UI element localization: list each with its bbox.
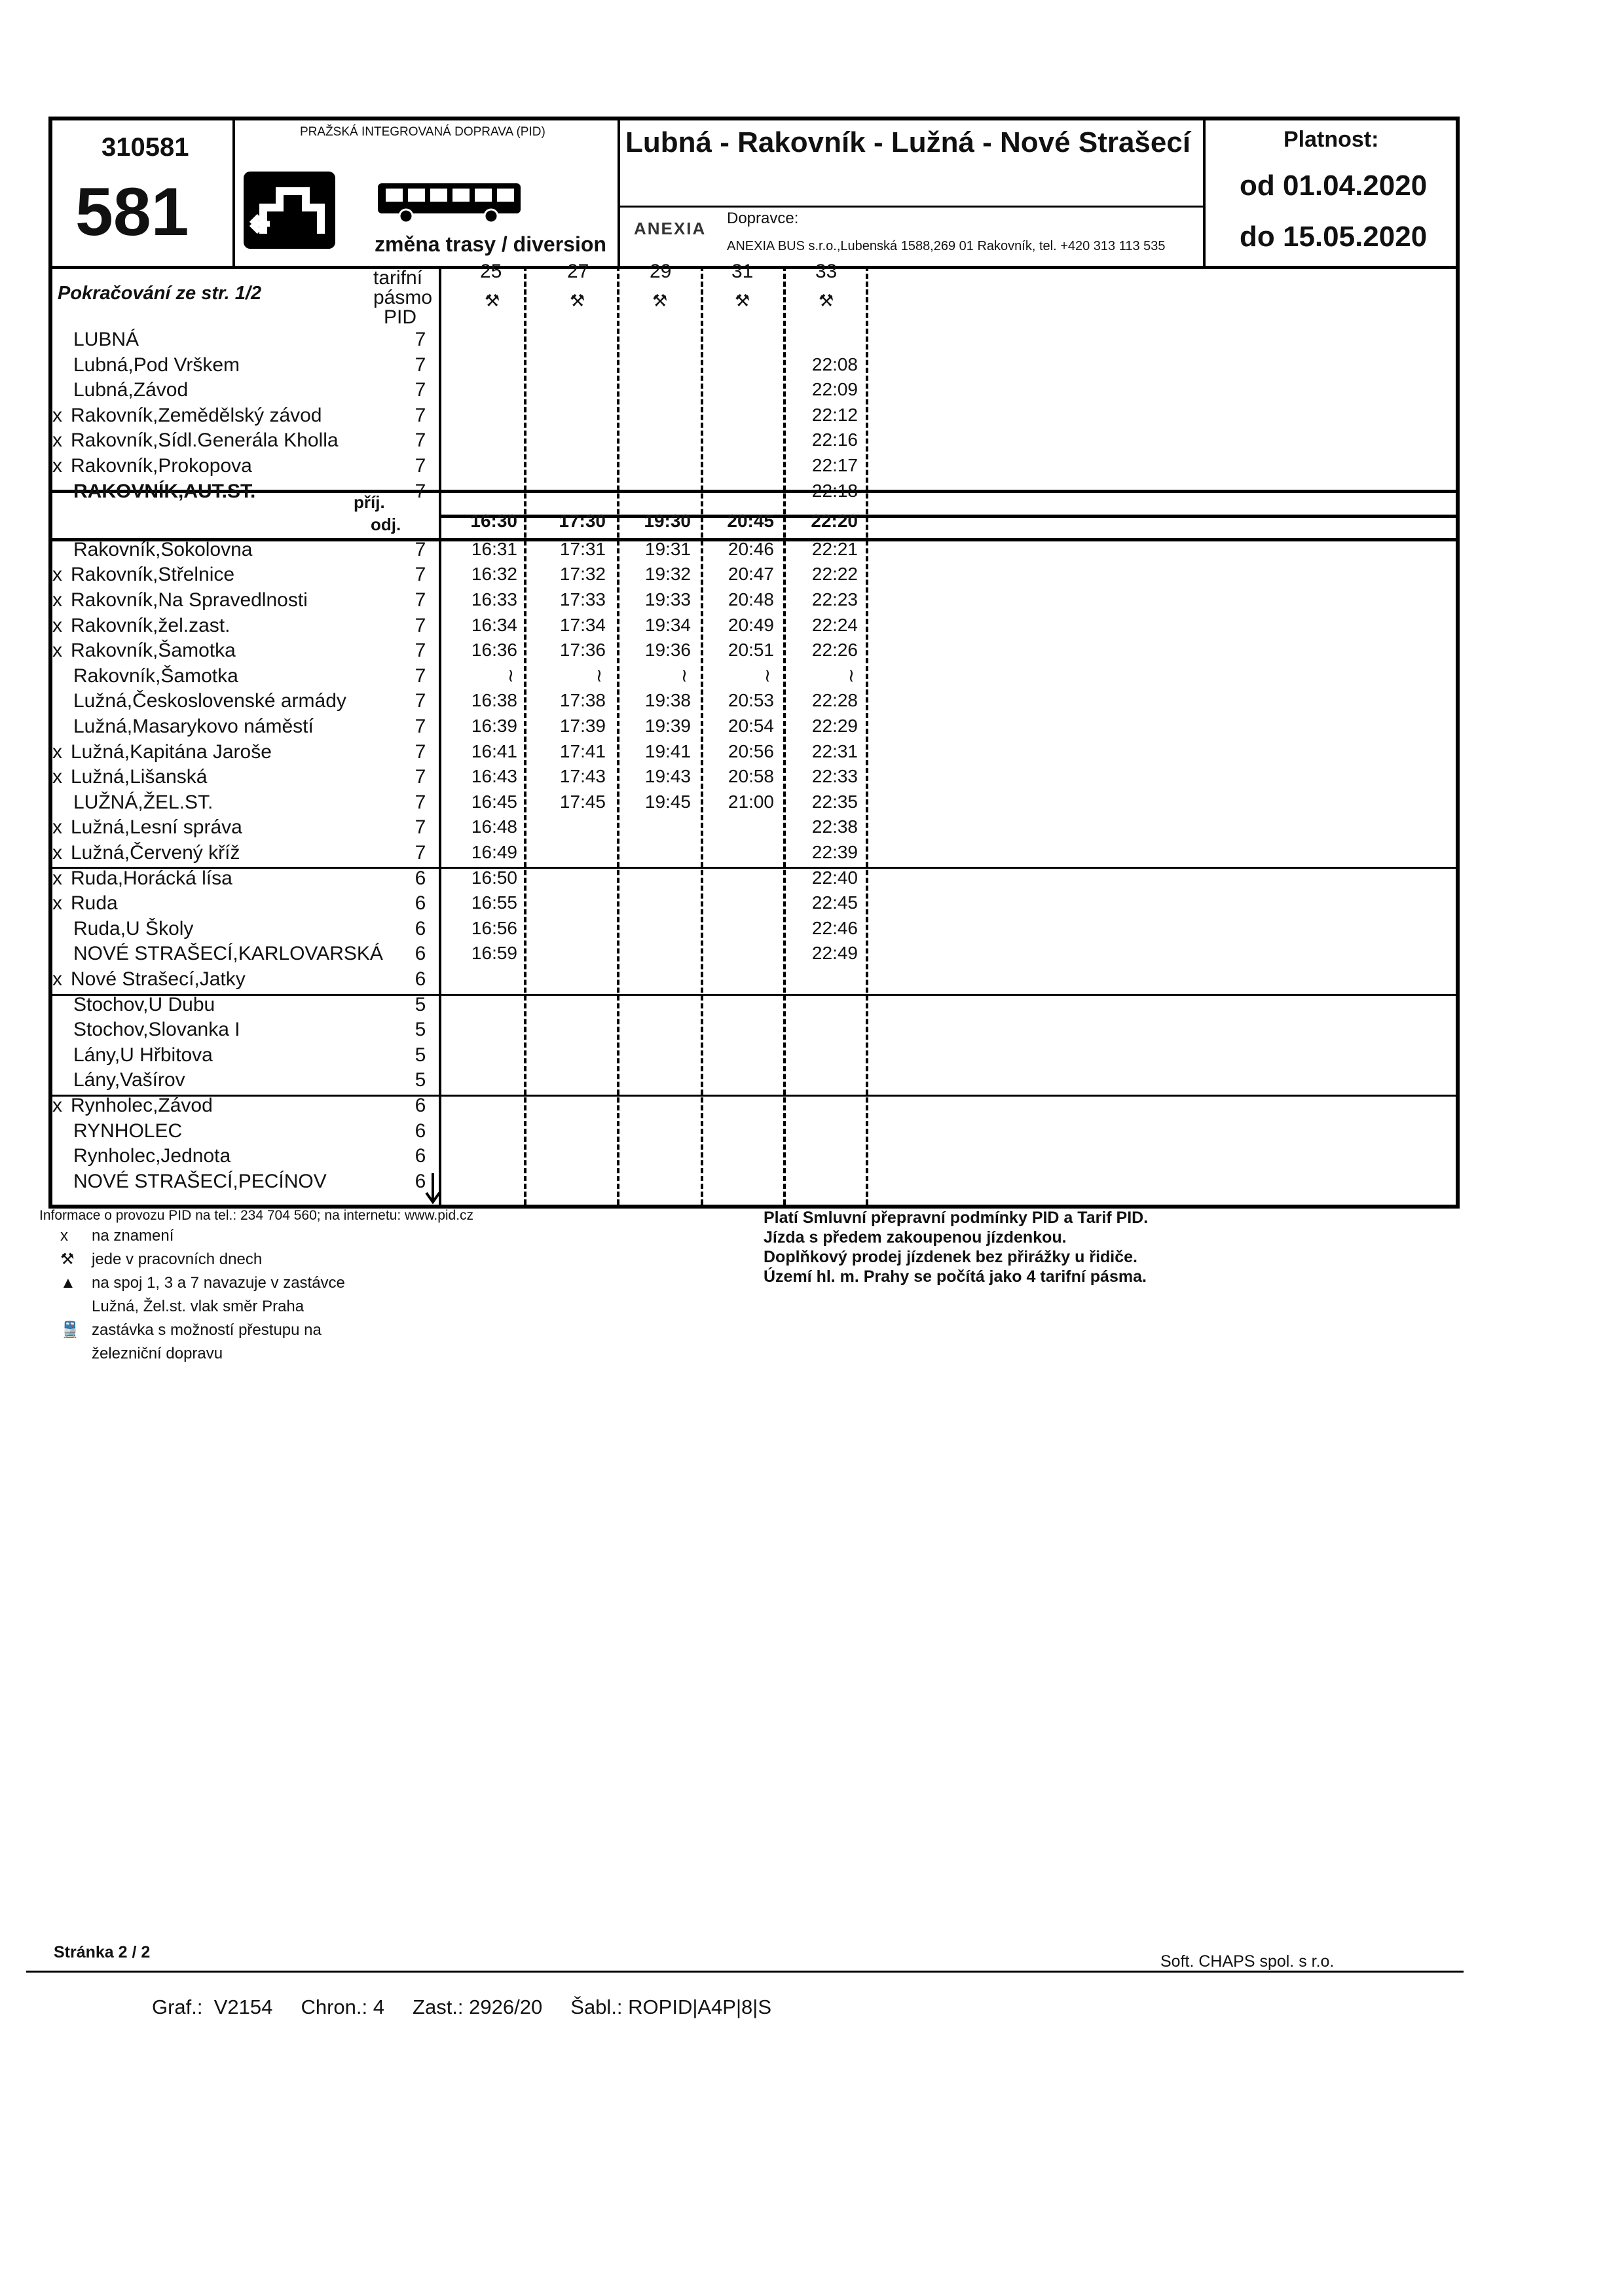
stop-name: Rakovník,Sídl.Generála Kholla: [71, 429, 339, 452]
tariff-zone: 7: [415, 538, 426, 560]
carrier-label: Dopravce:: [727, 210, 799, 227]
zone-header-1: tarifní: [373, 267, 423, 289]
stop-name: Rakovník,Na Spravedlnosti: [71, 589, 308, 611]
stop-name: Lubná,Závod: [73, 379, 189, 401]
departure-time: 17:43: [559, 766, 606, 787]
tariff-zone: 6: [415, 1095, 426, 1116]
departure-time: 22:28: [811, 690, 858, 711]
on-request-mark: x: [52, 740, 62, 763]
meta-line: Graf.: V2154 Chron.: 4 Zast.: 2926/20 Šabl.: ROPID|A4P|8|S: [152, 1995, 771, 2018]
departure-time: ≀: [680, 665, 688, 685]
stop-name: Lány,U Hřbitova: [73, 1044, 213, 1066]
departure-time: 19:34: [644, 614, 691, 635]
departure-time: 17:30: [559, 511, 606, 532]
stop-name: NOVÉ STRAŠECÍ,PECÍNOV: [73, 1170, 327, 1192]
on-request-mark: x: [52, 429, 62, 452]
footer-line: [26, 1971, 1464, 1973]
tariff-zone: 6: [415, 892, 426, 915]
tariff-zone: 7: [415, 716, 426, 737]
departure-time: 16:50: [471, 867, 517, 888]
page-label: Stránka 2 / 2: [54, 1943, 151, 1961]
legend-text: železniční dopravu: [92, 1345, 223, 1362]
valid-from: od 01.04.2020: [1240, 170, 1428, 202]
departure-time: 22:17: [811, 455, 858, 475]
validity-label: Platnost:: [1283, 127, 1379, 152]
page-frame: [26, 111, 1467, 1977]
stop-name: Lužná,Československé armády: [73, 690, 346, 712]
departure-time: 16:32: [471, 564, 517, 585]
departure-time: 20:46: [728, 538, 774, 559]
legend-text: zastávka s možností přestupu na: [92, 1321, 322, 1339]
tariff-zone: 6: [415, 917, 426, 939]
stop-name: Rynholec,Jednota: [73, 1145, 231, 1167]
tariff-zone: 6: [415, 1145, 426, 1167]
stop-name: Rakovník,Sokolovna: [73, 538, 253, 560]
tariff-zone: 5: [415, 993, 426, 1015]
legend-symbol: ⚒: [60, 1250, 75, 1268]
departure-time: 17:41: [559, 740, 606, 761]
departure-time: 19:39: [644, 716, 691, 736]
departure-time: 20:56: [728, 740, 774, 761]
departure-time: 19:38: [644, 690, 691, 711]
tariff-zone: 7: [415, 690, 426, 712]
tariff-zone: 7: [415, 816, 426, 839]
tariff-zone: 7: [415, 791, 426, 813]
departure-time: 22:45: [811, 892, 858, 913]
departure-time: ≀: [507, 665, 515, 685]
tariff-zone: 5: [415, 1019, 426, 1041]
workday-icon: ⚒: [735, 291, 750, 310]
departure-time: 20:47: [728, 564, 774, 585]
departure-time: 22:26: [811, 640, 858, 661]
tariff-zone: 6: [415, 867, 426, 889]
departure-time: 20:48: [728, 589, 774, 610]
departure-time: 22:20: [811, 511, 858, 532]
departure-time: 22:09: [811, 379, 858, 400]
departure-time: ≀: [595, 665, 603, 685]
workday-icon: ⚒: [652, 291, 668, 310]
departure-time: 19:36: [644, 640, 691, 661]
departure-time: 22:08: [811, 354, 858, 374]
legend-text: Lužná, Žel.st. vlak směr Praha: [92, 1298, 304, 1315]
departure-time: 19:31: [644, 538, 691, 559]
departure-time: ≀: [764, 665, 771, 685]
stop-name: Rakovník,Šamotka: [73, 665, 238, 687]
trip-number-33: 33: [815, 261, 838, 282]
departure-time: 16:39: [471, 716, 517, 736]
stop-name: LUBNÁ: [73, 329, 139, 350]
departure-time: 22:12: [811, 404, 858, 425]
departure-time: 20:53: [728, 690, 774, 711]
stop-name: Lány,Vašírov: [73, 1069, 185, 1091]
stop-name: Stochov,Slovanka I: [73, 1019, 240, 1041]
departure-time: 22:18: [811, 480, 858, 501]
stop-name: Ruda: [71, 892, 118, 915]
diversion-label: změna trasy / diversion: [375, 232, 606, 256]
departure-time: 17:34: [559, 614, 606, 635]
tariff-zone: 7: [415, 379, 426, 401]
departure-time: 17:32: [559, 564, 606, 585]
departure-time: ≀: [847, 665, 855, 685]
anexia-logo-text: ANEXIA: [634, 219, 707, 238]
note-1: Platí Smluvní přepravní podmínky PID a Tarif PID.: [764, 1209, 1149, 1227]
departure-time: 20:58: [728, 766, 774, 787]
stop-name: Rynholec,Závod: [71, 1095, 213, 1116]
departure-time: 17:36: [559, 640, 606, 661]
departure-time: 22:49: [811, 943, 858, 964]
trip-number-27: 27: [567, 261, 589, 282]
software-credit: Soft. CHAPS spol. s r.o.: [1160, 1952, 1335, 1971]
on-request-mark: x: [52, 842, 62, 864]
departure-time: 20:51: [728, 640, 774, 661]
stop-name: Lužná,Masarykovo náměstí: [73, 716, 314, 737]
on-request-mark: x: [52, 968, 62, 990]
departure-time: 20:49: [728, 614, 774, 635]
route-title: Lubná - Rakovník - Lužná - Nové Strašecí: [625, 126, 1191, 158]
departure-time: 21:00: [728, 791, 774, 812]
departure-time: 16:41: [471, 740, 517, 761]
departure-time: 22:22: [811, 564, 858, 585]
tariff-zone: 7: [415, 740, 426, 763]
stop-name: Rakovník,Zemědělský závod: [71, 404, 322, 426]
departure-time: 16:34: [471, 614, 517, 635]
workday-icon: ⚒: [485, 291, 500, 310]
departure-time: 16:30: [470, 511, 517, 532]
zone-header-2: pásmo: [373, 287, 433, 308]
departure-time: 22:46: [811, 917, 858, 938]
stop-name: RYNHOLEC: [73, 1120, 183, 1142]
line-code: 310581: [101, 133, 189, 162]
departure-time: 19:41: [644, 740, 691, 761]
tariff-zone: 7: [415, 640, 426, 662]
stop-name: Rakovník,Šamotka: [71, 640, 236, 662]
departure-time: 16:45: [471, 791, 517, 812]
on-request-mark: x: [52, 614, 62, 636]
departure-time: 17:33: [559, 589, 606, 610]
departure-time: 22:35: [811, 791, 858, 812]
departure-time: 17:31: [559, 538, 606, 559]
trip-number-29: 29: [650, 261, 672, 282]
tariff-zone: 7: [415, 329, 426, 350]
stop-name: Stochov,U Dubu: [73, 993, 215, 1015]
departure-time: 16:31: [471, 538, 517, 559]
legend-text: na spoj 1, 3 a 7 navazuje v zastávce: [92, 1274, 345, 1292]
note-4: Území hl. m. Prahy se počítá jako 4 tarifní pásma.: [764, 1267, 1147, 1286]
departure-time: 19:30: [644, 511, 691, 532]
on-request-mark: x: [52, 404, 62, 426]
tariff-zone: 7: [415, 842, 426, 864]
zone-header-3: PID: [384, 306, 417, 328]
departure-time: 16:59: [471, 943, 517, 964]
legend-text: na znamení: [92, 1227, 174, 1245]
departure-time: 16:43: [471, 766, 517, 787]
tariff-zone: 7: [415, 429, 426, 452]
departure-time: 17:45: [559, 791, 606, 812]
stop-name: RAKOVNÍK,AUT.ST.: [73, 480, 256, 502]
on-request-mark: x: [52, 766, 62, 788]
stop-name: Rakovník,žel.zast.: [71, 614, 231, 636]
legend-symbol: 🚆: [60, 1321, 80, 1339]
departure-time: 22:24: [811, 614, 858, 635]
tariff-zone: 7: [415, 480, 426, 502]
on-request-mark: x: [52, 892, 62, 915]
tariff-zone: 7: [415, 589, 426, 611]
workday-icon: ⚒: [819, 291, 834, 310]
departure-time: 17:38: [559, 690, 606, 711]
tariff-zone: 7: [415, 404, 426, 426]
on-request-mark: x: [52, 867, 62, 889]
legend-text: jede v pracovních dnech: [92, 1250, 263, 1268]
departure-time: 19:32: [644, 564, 691, 585]
departure-time: 16:38: [471, 690, 517, 711]
stop-name: Ruda,U Školy: [73, 917, 194, 939]
continued-from: Pokračování ze str. 1/2: [58, 283, 262, 304]
operator-network: PRAŽSKÁ INTEGROVANÁ DOPRAVA (PID): [300, 125, 545, 139]
on-request-mark: x: [52, 640, 62, 662]
tariff-zone: 6: [415, 1120, 426, 1142]
stop-name: Lužná,Lesní správa: [71, 816, 242, 839]
tariff-zone: 7: [415, 455, 426, 477]
note-3: Doplňkový prodej jízdenek bez přirážky u řidiče.: [764, 1248, 1137, 1266]
tariff-zone: 6: [415, 943, 426, 965]
departure-time: 19:45: [644, 791, 691, 812]
workday-icon: ⚒: [570, 291, 585, 310]
tariff-zone: 5: [415, 1044, 426, 1066]
carrier-text: ANEXIA BUS s.r.o.,Lubenská 1588,269 01 Rakovník, tel. +420 313 113 535: [727, 239, 1166, 253]
tariff-zone: 7: [415, 766, 426, 788]
legend-symbol: x: [60, 1227, 68, 1245]
departure-time: 22:40: [811, 867, 858, 888]
trip-number-31: 31: [731, 261, 754, 282]
departure-time: 16:48: [471, 816, 517, 837]
line-number: 581: [75, 174, 189, 250]
stop-name: Rakovník,Prokopova: [71, 455, 252, 477]
stop-name: Nové Strašecí,Jatky: [71, 968, 246, 990]
info-line: Informace o provozu PID na tel.: 234 704 560; na internetu: www.pid.cz: [39, 1208, 474, 1223]
tariff-zone: 5: [415, 1069, 426, 1091]
arrival-label: příj.: [354, 492, 385, 512]
departure-label: odj.: [371, 515, 401, 534]
on-request-mark: x: [52, 455, 62, 477]
departure-time: 22:16: [811, 429, 858, 450]
tariff-zone: 6: [415, 968, 426, 990]
departure-time: 19:33: [644, 589, 691, 610]
stop-name: Lubná,Pod Vrškem: [73, 354, 240, 376]
stop-name: LUŽNÁ,ŽEL.ST.: [73, 791, 213, 813]
departure-time: 16:56: [471, 917, 517, 938]
on-request-mark: x: [52, 589, 62, 611]
note-2: Jízda s předem zakoupenou jízdenkou.: [764, 1228, 1067, 1247]
stop-name: Rakovník,Střelnice: [71, 564, 235, 586]
departure-time: 16:33: [471, 589, 517, 610]
tariff-zone: 7: [415, 354, 426, 376]
stop-name: Lužná,Červený kříž: [71, 842, 240, 864]
tariff-zone: 7: [415, 665, 426, 687]
tariff-zone: 7: [415, 614, 426, 636]
on-request-mark: x: [52, 1095, 62, 1116]
departure-time: 20:54: [728, 716, 774, 736]
departure-time: 22:31: [811, 740, 858, 761]
departure-time: 16:49: [471, 842, 517, 862]
valid-to: do 15.05.2020: [1240, 221, 1428, 253]
tariff-zone: 7: [415, 564, 426, 586]
on-request-mark: x: [52, 564, 62, 586]
on-request-mark: x: [52, 816, 62, 839]
departure-time: 19:43: [644, 766, 691, 787]
departure-time: 16:55: [471, 892, 517, 913]
departure-time: 22:39: [811, 842, 858, 862]
departure-time: 22:33: [811, 766, 858, 787]
stop-name: Ruda,Horácká lísa: [71, 867, 232, 889]
departure-time: 22:29: [811, 716, 858, 736]
stop-name: NOVÉ STRAŠECÍ,KARLOVARSKÁ: [73, 943, 383, 965]
tariff-zone: 6: [415, 1170, 426, 1192]
trip-number-25: 25: [480, 261, 502, 282]
departure-time: 22:38: [811, 816, 858, 837]
departure-time: 22:23: [811, 589, 858, 610]
departure-time: 20:45: [727, 511, 774, 532]
departure-time: 16:36: [471, 640, 517, 661]
legend-symbol: ▲: [60, 1274, 76, 1292]
stop-name: Lužná,Kapitána Jaroše: [71, 740, 272, 763]
departure-time: 22:21: [811, 538, 858, 559]
departure-time: 17:39: [559, 716, 606, 736]
stop-name: Lužná,Lišanská: [71, 766, 208, 788]
